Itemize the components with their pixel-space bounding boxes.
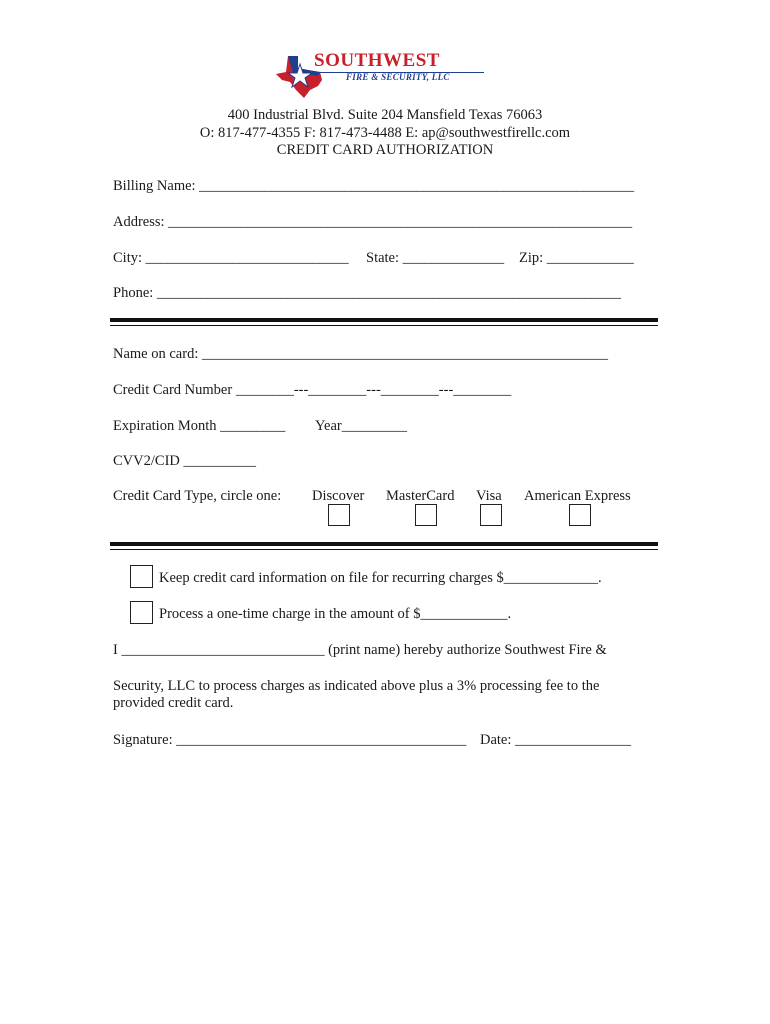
state-field[interactable]: State: ______________ bbox=[366, 250, 505, 266]
discover-checkbox[interactable] bbox=[328, 504, 350, 526]
authorization-line-1[interactable]: I ____________________________ (print name) hereby authorize Southwest Fire & bbox=[113, 642, 607, 658]
visa-checkbox[interactable] bbox=[480, 504, 502, 526]
mastercard-checkbox[interactable] bbox=[415, 504, 437, 526]
authorization-line-2: Security, LLC to process charges as indicated above plus a 3% processing fee to the bbox=[113, 678, 600, 694]
card-type-mastercard: MasterCard bbox=[386, 488, 455, 504]
phone-field[interactable]: Phone: ________________________________________________________________ bbox=[113, 285, 621, 301]
name-on-card-field[interactable]: Name on card: ________________________________________________________ bbox=[113, 346, 608, 362]
signature-field[interactable]: Signature: ________________________________________ bbox=[113, 732, 467, 748]
authorization-line-3: provided credit card. bbox=[113, 695, 234, 711]
cvv-field[interactable]: CVV2/CID __________ bbox=[113, 453, 256, 469]
expiration-month-field[interactable]: Expiration Month _________ bbox=[113, 418, 286, 434]
card-type-label: Credit Card Type, circle one: bbox=[113, 488, 282, 504]
one-time-charge-label: Process a one-time charge in the amount of $____________. bbox=[159, 606, 512, 622]
section-divider-top-thin bbox=[110, 325, 658, 326]
card-number-field[interactable]: Credit Card Number ________---________---________---________ bbox=[113, 382, 512, 398]
card-type-discover: Discover bbox=[312, 488, 365, 504]
logo-name: SOUTHWEST bbox=[314, 50, 440, 71]
section-divider-top bbox=[110, 318, 658, 322]
one-time-charge-checkbox[interactable] bbox=[130, 601, 153, 624]
form-title: CREDIT CARD AUTHORIZATION bbox=[276, 142, 494, 158]
address-field[interactable]: Address: ________________________________________________________________ bbox=[113, 214, 633, 230]
card-type-amex: American Express bbox=[524, 488, 631, 504]
billing-name-field[interactable]: Billing Name: ____________________________________________________________ bbox=[113, 178, 635, 194]
city-field[interactable]: City: ____________________________ bbox=[113, 250, 349, 266]
logo-subtitle: FIRE & SECURITY, LLC bbox=[346, 72, 450, 82]
section-divider-bottom bbox=[110, 542, 658, 546]
company-address: 400 Industrial Blvd. Suite 204 Mansfield Texas 76063 bbox=[227, 107, 543, 123]
company-logo bbox=[274, 52, 490, 102]
keep-on-file-checkbox[interactable] bbox=[130, 565, 153, 588]
keep-on-file-label: Keep credit card information on file for recurring charges $_____________. bbox=[159, 570, 602, 586]
expiration-year-field[interactable]: Year_________ bbox=[315, 418, 407, 434]
card-type-visa: Visa bbox=[476, 488, 502, 504]
company-contact: O: 817-477-4355 F: 817-473-4488 E: ap@southwestfirellc.com bbox=[199, 125, 571, 141]
zip-field[interactable]: Zip: ____________ bbox=[519, 250, 634, 266]
date-field[interactable]: Date: ________________ bbox=[480, 732, 632, 748]
section-divider-bottom-thin bbox=[110, 549, 658, 550]
amex-checkbox[interactable] bbox=[569, 504, 591, 526]
